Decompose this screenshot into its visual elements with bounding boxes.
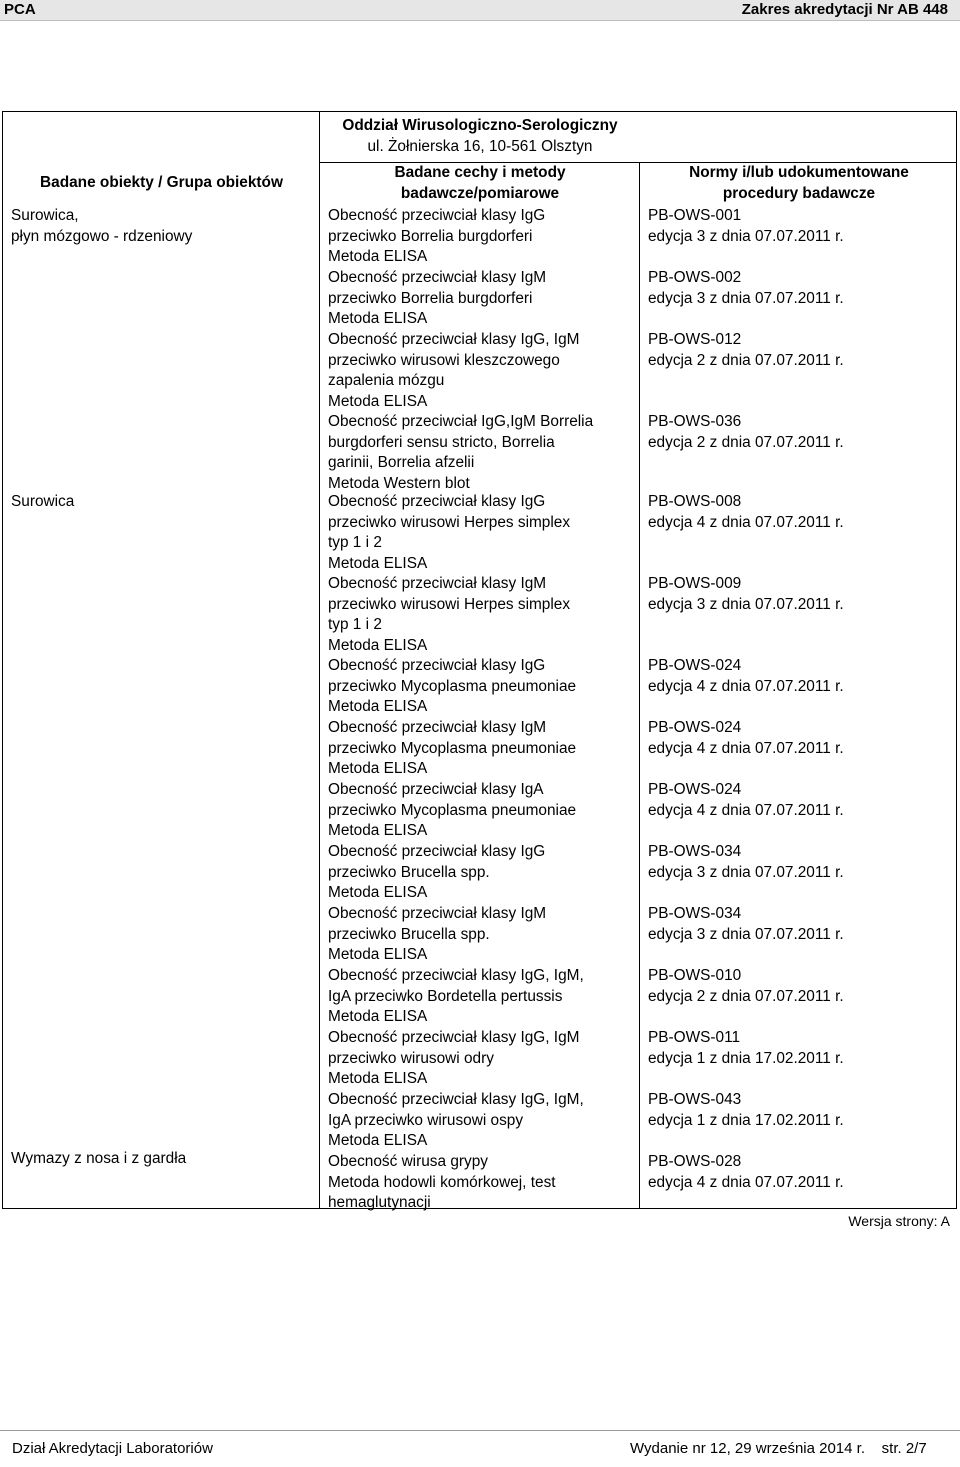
method-line: burgdorferi sensu stricto, Borrelia: [328, 433, 555, 451]
procedure-line: PB-OWS-001: [648, 207, 742, 224]
procedures-header-line: Normy i/lub udokumentowane: [689, 164, 909, 181]
procedure-line: PB-OWS-010: [648, 967, 742, 984]
page-header: [0, 0, 960, 21]
method-line: Metoda Western blot: [328, 474, 470, 492]
methods-header-line: badawcze/pomiarowe: [400, 184, 560, 202]
method-line: Metoda hodowli komórkowej, test: [328, 1173, 556, 1191]
procedure-line: PB-OWS-028: [648, 1153, 742, 1170]
procedure-line: edycja 1 z dnia 17.02.2011 r.: [648, 1111, 844, 1129]
method-line: Metoda ELISA: [328, 884, 428, 901]
method-line: zapalenia mózgu: [328, 372, 445, 389]
method-cell: [328, 1152, 638, 1214]
department-address: ul. Żołnierska 16, 10-561 Olsztyn: [367, 137, 593, 155]
procedure-line: PB-OWS-043: [648, 1091, 742, 1108]
procedure-line: edycja 2 z dnia 07.07.2011 r.: [648, 433, 844, 451]
method-line: Metoda ELISA: [328, 1132, 428, 1149]
method-line: Obecność przeciwciał klasy IgG: [328, 207, 546, 224]
method-line: przeciwko wirusowi odry: [328, 1049, 494, 1067]
method-line: Obecność przeciwciał klasy IgM: [328, 719, 547, 736]
method-line: przeciwko wirusowi Herpes simplex: [328, 595, 571, 613]
procedure-line: PB-OWS-034: [648, 905, 742, 922]
column-divider-2: [639, 163, 640, 1208]
procedure-line: edycja 4 z dnia 07.07.2011 r.: [648, 739, 844, 757]
object-group: [11, 206, 311, 247]
method-line: Metoda ELISA: [328, 698, 428, 715]
method-line: IgA przeciwko wirusowi ospy: [328, 1111, 524, 1129]
method-line: Metoda ELISA: [328, 554, 428, 572]
header-left: PCA: [4, 1, 36, 18]
procedure-cell: [648, 966, 953, 1007]
procedure-line: edycja 4 z dnia 07.07.2011 r.: [648, 677, 844, 695]
procedure-line: edycja 3 z dnia 07.07.2011 r.: [648, 595, 844, 613]
method-cell: [328, 1028, 638, 1090]
method-line: Obecność przeciwciał klasy IgG, IgM: [328, 331, 580, 348]
method-line: garinii, Borrelia afzelii: [328, 454, 475, 471]
object-label: Surowica: [11, 493, 75, 510]
method-line: typ 1 i 2: [328, 534, 382, 551]
object-group: [11, 1149, 311, 1170]
method-line: Metoda ELISA: [328, 1070, 428, 1087]
method-line: Obecność przeciwciał klasy IgG: [328, 843, 546, 860]
procedure-line: edycja 4 z dnia 07.07.2011 r.: [648, 1173, 844, 1191]
procedure-line: PB-OWS-036: [648, 413, 742, 430]
method-line: Obecność przeciwciał klasy IgG: [328, 493, 546, 510]
method-line: Metoda ELISA: [328, 946, 428, 963]
procedure-line: edycja 4 z dnia 07.07.2011 r.: [648, 513, 844, 531]
column-divider-1: [319, 112, 320, 1208]
procedure-line: PB-OWS-008: [648, 493, 742, 510]
method-line: Obecność przeciwciał klasy IgM: [328, 575, 547, 592]
page-footer: [0, 1430, 960, 1460]
method-line: Metoda ELISA: [328, 1008, 428, 1025]
method-line: przeciwko Borrelia burgdorferi: [328, 227, 533, 245]
header-right: Zakres akredytacji Nr AB 448: [741, 1, 948, 18]
procedure-cell: [648, 842, 953, 883]
department-header: [320, 116, 640, 157]
procedure-cell: [648, 1090, 953, 1131]
procedure-line: PB-OWS-024: [648, 781, 742, 798]
procedure-cell: [648, 656, 953, 697]
procedures-header-line: procedury badawcze: [722, 184, 876, 202]
procedure-line: PB-OWS-009: [648, 575, 742, 592]
method-line: Obecność przeciwciał klasy IgM: [328, 269, 547, 286]
procedure-cell: [648, 718, 953, 759]
procedure-line: edycja 3 z dnia 07.07.2011 r.: [648, 289, 844, 307]
method-line: Obecność przeciwciał klasy IgG, IgM,: [328, 1091, 584, 1108]
method-cell: [328, 268, 638, 330]
method-cell: [328, 966, 638, 1028]
procedure-line: PB-OWS-012: [648, 331, 742, 348]
procedure-line: edycja 3 z dnia 07.07.2011 r.: [648, 925, 844, 943]
method-line: Obecność przeciwciał klasy IgG, IgM,: [328, 967, 584, 984]
method-cell: [328, 656, 638, 718]
method-line: Metoda ELISA: [328, 248, 428, 265]
procedure-cell: [648, 206, 953, 247]
procedure-line: PB-OWS-024: [648, 719, 742, 736]
method-cell: [328, 842, 638, 904]
objects-column-header: Badane obiekty / Grupa obiektów: [40, 174, 283, 191]
procedure-line: edycja 2 z dnia 07.07.2011 r.: [648, 987, 844, 1005]
method-cell: [328, 330, 638, 412]
method-line: Obecność wirusa grypy: [328, 1153, 488, 1170]
method-line: przeciwko Brucella spp.: [328, 863, 490, 881]
procedure-line: PB-OWS-034: [648, 843, 742, 860]
method-cell: [328, 492, 638, 574]
method-cell: [328, 574, 638, 656]
method-line: Obecność przeciwciał klasy IgG, IgM: [328, 1029, 580, 1046]
method-line: Obecność przeciwciał klasy IgM: [328, 905, 547, 922]
method-line: przeciwko Mycoplasma pneumoniae: [328, 677, 577, 695]
method-line: Metoda ELISA: [328, 760, 428, 777]
accreditation-table: [2, 111, 957, 1209]
object-label: płyn mózgowo - rdzeniowy: [11, 227, 193, 245]
methods-header-line: Badane cechy i metody: [394, 164, 566, 181]
object-label: Surowica,: [11, 207, 79, 224]
methods-column-header: [320, 163, 640, 204]
object-label: Wymazy z nosa i z gardła: [11, 1150, 187, 1167]
procedures-column-header: [640, 163, 958, 204]
method-line: typ 1 i 2: [328, 616, 382, 633]
procedure-line: edycja 3 z dnia 07.07.2011 r.: [648, 863, 844, 881]
procedure-line: PB-OWS-024: [648, 657, 742, 674]
method-line: przeciwko Brucella spp.: [328, 925, 490, 943]
procedure-cell: [648, 780, 953, 821]
department-name: Oddział Wirusologiczno-Serologiczny: [342, 117, 618, 134]
method-cell: [328, 412, 638, 494]
method-line: Obecność przeciwciał klasy IgA: [328, 781, 544, 798]
procedure-cell: [648, 412, 953, 453]
procedure-cell: [648, 1028, 953, 1069]
method-line: hemaglutynacji: [328, 1194, 431, 1211]
method-cell: [328, 718, 638, 780]
procedure-line: PB-OWS-011: [648, 1029, 741, 1046]
procedure-line: edycja 2 z dnia 07.07.2011 r.: [648, 351, 844, 369]
method-line: przeciwko wirusowi Herpes simplex: [328, 513, 571, 531]
procedure-cell: [648, 574, 953, 615]
procedure-cell: [648, 492, 953, 533]
page-version: Wersja strony: A: [848, 1213, 950, 1229]
procedure-line: PB-OWS-002: [648, 269, 742, 286]
procedure-cell: [648, 330, 953, 371]
method-cell: [328, 904, 638, 966]
method-line: przeciwko Borrelia burgdorferi: [328, 289, 533, 307]
method-line: przeciwko wirusowi kleszczowego: [328, 351, 560, 369]
method-line: Metoda ELISA: [328, 822, 428, 839]
procedure-cell: [648, 904, 953, 945]
method-line: przeciwko Mycoplasma pneumoniae: [328, 801, 577, 819]
method-line: Obecność przeciwciał IgG,IgM Borrelia: [328, 413, 594, 430]
method-line: Metoda ELISA: [328, 392, 428, 410]
procedure-line: edycja 4 z dnia 07.07.2011 r.: [648, 801, 844, 819]
procedure-line: edycja 1 z dnia 17.02.2011 r.: [648, 1049, 844, 1067]
method-line: Obecność przeciwciał klasy IgG: [328, 657, 546, 674]
method-line: przeciwko Mycoplasma pneumoniae: [328, 739, 577, 757]
procedure-cell: [648, 268, 953, 309]
method-line: Metoda ELISA: [328, 636, 428, 654]
footer-right: Wydanie nr 12, 29 września 2014 r. str. 2/7: [630, 1440, 927, 1457]
method-line: Metoda ELISA: [328, 310, 428, 327]
method-cell: [328, 1090, 638, 1152]
procedure-line: edycja 3 z dnia 07.07.2011 r.: [648, 227, 844, 245]
procedure-cell: [648, 1152, 953, 1193]
method-cell: [328, 780, 638, 842]
footer-left: Dział Akredytacji Laboratoriów: [12, 1440, 213, 1457]
method-cell: [328, 206, 638, 268]
object-group: [11, 492, 311, 513]
method-line: IgA przeciwko Bordetella pertussis: [328, 987, 563, 1005]
